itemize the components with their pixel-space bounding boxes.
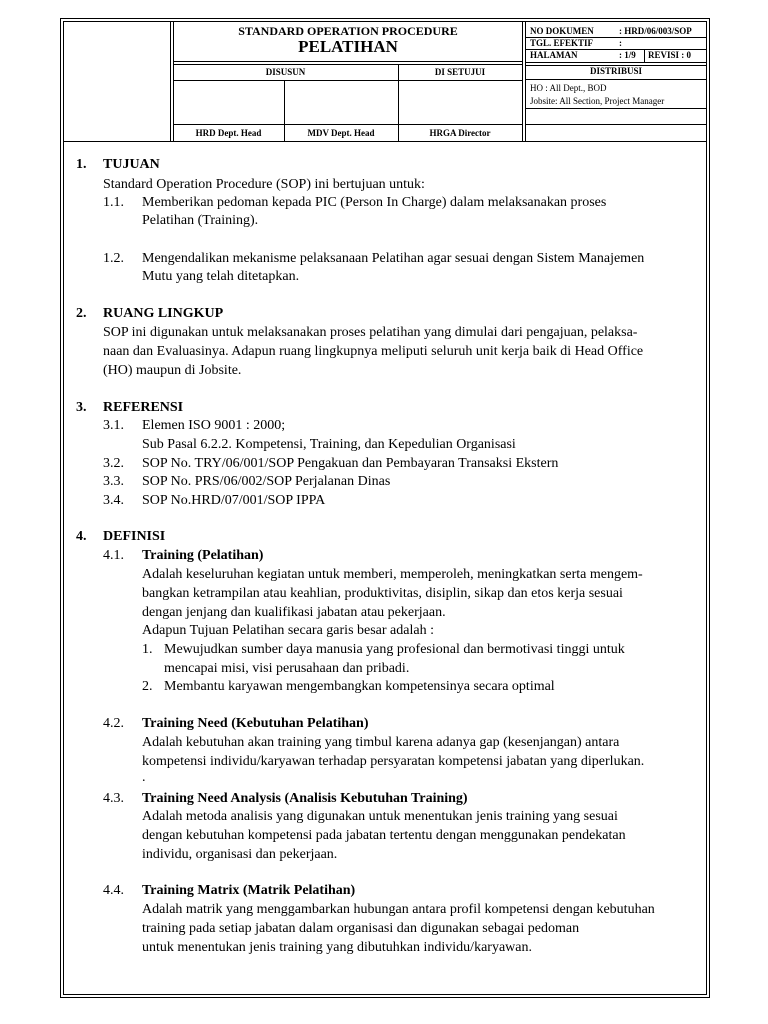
section-2-title: RUANG LINGKUP xyxy=(103,306,224,321)
ref-3-1-number: 3.1. xyxy=(103,418,124,433)
section-4-number: 4. xyxy=(76,529,87,544)
section-2-line2: naan dan Evaluasinya. Adapun ruang lingkupnya meliputi seluruh unit kerja baik di Head Office xyxy=(103,344,644,359)
section-2-line3: (HO) maupun di Jobsite. xyxy=(103,363,242,378)
ref-3-2-number: 3.2. xyxy=(103,456,124,471)
signer-hrga: HRGA Director xyxy=(429,128,491,138)
def-4-2-number: 4.2. xyxy=(103,716,124,731)
disusun-row-line xyxy=(173,80,522,81)
signer-mdv: MDV Dept. Head xyxy=(307,128,375,138)
ref-3-4-number: 3.4. xyxy=(103,493,124,508)
item-1-1-line1: Memberikan pedoman kepada PIC (Person In Charge) dalam melaksanakan proses xyxy=(142,195,607,210)
section-1-number: 1. xyxy=(76,157,87,172)
item-1-2-number: 1.2. xyxy=(103,251,124,266)
def-4-2-title: Training Need (Kebutuhan Pelatihan) xyxy=(142,716,369,731)
item-1-1-line2: Pelatihan (Training). xyxy=(142,213,259,228)
def-4-4-number: 4.4. xyxy=(103,883,124,898)
ref-3-1-line2: Sub Pasal 6.2.2. Kompetensi, Training, dan Kepedulian Organisasi xyxy=(142,437,516,452)
def-4-1-number: 4.1. xyxy=(103,548,124,563)
ref-3-1-line1: Elemen ISO 9001 : 2000; xyxy=(142,418,286,433)
doc-subtitle: PELATIHAN xyxy=(298,37,398,56)
section-3-title: REFERENSI xyxy=(103,400,184,415)
header-bottom-line xyxy=(63,141,707,142)
def-4-3-line3: individu, organisasi dan pekerjaan. xyxy=(142,847,338,862)
no-dokumen-label: NO DOKUMEN xyxy=(530,26,594,36)
def-4-3-line2: dengan kebutuhan kompetensi pada jabatan tertentu dengan menggunakan pendekatan xyxy=(142,828,626,843)
def-4-1-point1-number: 1. xyxy=(142,642,153,657)
dist-row-line xyxy=(525,79,707,80)
no-dokumen-value: : HRD/06/003/SOP xyxy=(619,26,692,36)
revisi-value: REVISI : 0 xyxy=(648,50,692,60)
def-4-1-line3: dengan jenjang dan kualifikasi jabatan atau pekerjaan. xyxy=(142,605,446,620)
def-4-2-line2: kompetensi individu/karyawan terhadap persyaratan kompetensi jabatan yang diperlukan. xyxy=(142,754,645,769)
def-4-1-line1: Adalah keseluruhan kegiatan untuk memberi, memperoleh, meningkatkan serta mengem- xyxy=(142,567,643,582)
distribusi-label: DISTRIBUSI xyxy=(589,66,643,76)
def-4-4-line2: training pada setiap jabatan dalam organisasi dan digunakan sebagai pedoman xyxy=(142,921,580,936)
dist-row-line-2 xyxy=(525,108,707,109)
tgl-efektif-value: : xyxy=(619,38,622,48)
revisi-divider xyxy=(644,49,645,62)
doc-title: STANDARD OPERATION PROCEDURE xyxy=(238,24,458,38)
ref-3-4: SOP No.HRD/07/001/SOP IPPA xyxy=(142,493,326,508)
dist-row-line-3 xyxy=(525,124,707,125)
item-1-1-number: 1.1. xyxy=(103,195,124,210)
def-4-2-line3: . xyxy=(142,770,146,785)
signer-hrd: HRD Dept. Head xyxy=(195,128,262,138)
title-bottom-line xyxy=(173,61,522,62)
doc-row-3 xyxy=(525,62,707,63)
def-4-1-line4: Adapun Tujuan Pelatihan secara garis besar adalah : xyxy=(142,623,434,638)
title-bottom-line-2 xyxy=(173,64,522,65)
def-4-1-point1-line1: Mewujudkan sumber daya manusia yang profesional dan bermotivasi tinggi untuk xyxy=(164,642,625,657)
def-4-1-point2-line1: Membantu karyawan mengembangkan kompetensinya secara optimal xyxy=(164,679,555,694)
section-1-title: TUJUAN xyxy=(103,157,160,172)
section-2-line1: SOP ini digunakan untuk melaksanakan proses pelatihan yang dimulai dari pengajuan, pelaksa- xyxy=(103,325,638,340)
def-4-4-line3: untuk menentukan jenis training yang dibutuhkan individu/karyawan. xyxy=(142,940,532,955)
section-3-number: 3. xyxy=(76,400,87,415)
tgl-efektif-label: TGL. EFEKTIF xyxy=(530,38,594,48)
halaman-value: : 1/9 xyxy=(619,50,636,60)
item-1-2-line2: Mutu yang telah ditetapkan. xyxy=(142,269,300,284)
def-4-1-point2-number: 2. xyxy=(142,679,153,694)
def-4-2-line1: Adalah kebutuhan akan training yang timbul karena adanya gap (kesenjangan) antara xyxy=(142,735,620,750)
def-4-1-title: Training (Pelatihan) xyxy=(142,548,264,563)
def-4-3-line1: Adalah metoda analisis yang digunakan untuk menentukan jenis training yang sesuai xyxy=(142,809,618,824)
distribusi-ho: HO : All Dept., BOD xyxy=(530,83,607,93)
def-4-4-line1: Adalah matrik yang menggambarkan hubungan antara profil kompetensi dengan kebutuhan xyxy=(142,902,655,917)
header-divider-left xyxy=(170,21,171,141)
section-4-title: DEFINISI xyxy=(103,529,166,544)
disusun-label: DISUSUN xyxy=(265,67,306,77)
ref-3-3: SOP No. PRS/06/002/SOP Perjalanan Dinas xyxy=(142,474,391,489)
def-4-4-title: Training Matrix (Matrik Pelatihan) xyxy=(142,883,356,898)
item-1-2-line1: Mengendalikan mekanisme pelaksanaan Pelatihan agar sesuai dengan Sistem Manajemen xyxy=(142,251,645,266)
ref-3-2: SOP No. TRY/06/001/SOP Pengakuan dan Pembayaran Transaksi Ekstern xyxy=(142,456,559,471)
def-4-3-number: 4.3. xyxy=(103,791,124,806)
def-4-1-point1-line2: mencapai misi, visi perusahaan dan pribadi. xyxy=(164,661,410,676)
header-divider-mid-2 xyxy=(525,21,526,141)
signer-row-line xyxy=(173,124,522,125)
def-4-1-line2: bangkan ketrampilan atau keahlian, produktivitas, disiplin, sikap dan etos kerja sesuai xyxy=(142,586,623,601)
disetujui-label: DI SETUJUI xyxy=(434,67,486,77)
def-4-3-title: Training Need Analysis (Analisis Kebutuhan Training) xyxy=(142,791,468,806)
ref-3-3-number: 3.3. xyxy=(103,474,124,489)
section-1-intro: Standard Operation Procedure (SOP) ini bertujuan untuk: xyxy=(103,177,425,192)
distribusi-jobsite: Jobsite: All Section, Project Manager xyxy=(530,96,665,106)
section-2-number: 2. xyxy=(76,306,87,321)
halaman-label: HALAMAN xyxy=(530,50,578,60)
